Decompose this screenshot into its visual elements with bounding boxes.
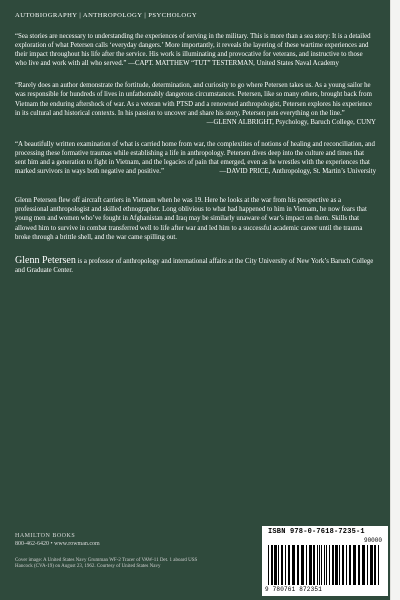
review-2-attribution: —GLENN ALBRIGHT, Psychology, Baruch College, CUNY xyxy=(206,118,376,126)
review-3-attribution: —DAVID PRICE, Anthropology, St. Martin’s University xyxy=(219,168,376,176)
publisher-block xyxy=(15,532,100,548)
review-1-attribution: —CAPT. MATTHEW “TUT” TESTERMAN, United States Naval Academy xyxy=(128,60,339,68)
publisher-name: HAMILTON BOOKS xyxy=(15,533,76,539)
isbn-text: ISBN 978-0-7618-7235-1 xyxy=(268,528,365,536)
author-bio-text: is a professor of anthropology and international affairs at the City University of New York’s Baruch College and Graduate Center. xyxy=(15,257,374,274)
publisher-contact: 800-462-6420 • www.rowman.com xyxy=(15,541,100,547)
review-1-quote: “Sea stories are necessary to understanding the experiences of serving in the military. This is more than a sea story: It is a detailed exploration of what Petersen calls ‘everyday dangers.’ More importantly, it reveals the layering of these wartime experiences and their impact throughout his life after the service. His work is illuminating and provocative for veterans, and instructive to those who live and work with all who served.” xyxy=(15,33,371,68)
review-3-quote: “A beautifully written examination of what is carried home from war, the complexities of notions of healing and reconciliation, and processing these formative traumas while establishing a life in anthropology. Petersen dives deep into the culture and times that sent him and a generation to fight in Vietnam, and the legacies of pain that emerged, even as he wrestles with the experiences that marked survivors in ways both negative and positive.” xyxy=(15,140,375,176)
category-line: AUTOBIOGRAPHY | ANTHROPOLOGY | PSYCHOLOGY xyxy=(15,12,198,19)
cover-image-credit: Cover image: A United States Navy Grumman WF-2 Tracer of VAW-11 Det. 1 aboard USS Hancock (CVA-19) on August 23, 1962. Courtesy of United States Navy xyxy=(15,558,198,570)
review-1 xyxy=(15,32,376,68)
author-bio xyxy=(15,256,376,275)
author-name: Glenn Petersen xyxy=(15,254,76,266)
book-description: Glenn Petersen flew off aircraft carriers in Vietnam when he was 19. Here he looks at the war from his perspective as a professional anthropologist and skilled ethnographer. Long oblivious to what had happened to him in Vietnam, he now fears that young men and women who’ve fought in Afghanistan and Iraq may be similarly unaware of war’s impact on them. Skills that allowed him to survive in combat transferred well to life after war and led him to a successful academic career until the trauma broke through a brittle shell, and the war came spilling out. xyxy=(15,197,367,241)
page-edge xyxy=(390,0,400,600)
barcode-icon xyxy=(268,545,382,585)
review-2-quote: “Rarely does an author demonstrate the fortitude, determination, and curiosity to go where Petersen takes us. As a young sailor he was responsible for hundreds of lives in unfathomably dangerous circumstances. Petersen, like so many others, brought back from Vietnam the enduring aftershock of war. As a veteran with PTSD and a renowned anthropologist, Petersen explores his experience in its cultural and historical contexts. In his passion to uncover and share his story, Petersen puts everything on the line.” xyxy=(15,82,372,117)
barcode-label xyxy=(262,526,388,596)
price-code: 90000 xyxy=(363,537,382,544)
barcode-digits: 9 780761 872351 xyxy=(265,586,323,593)
review-3 xyxy=(15,140,376,176)
review-2 xyxy=(15,81,376,126)
